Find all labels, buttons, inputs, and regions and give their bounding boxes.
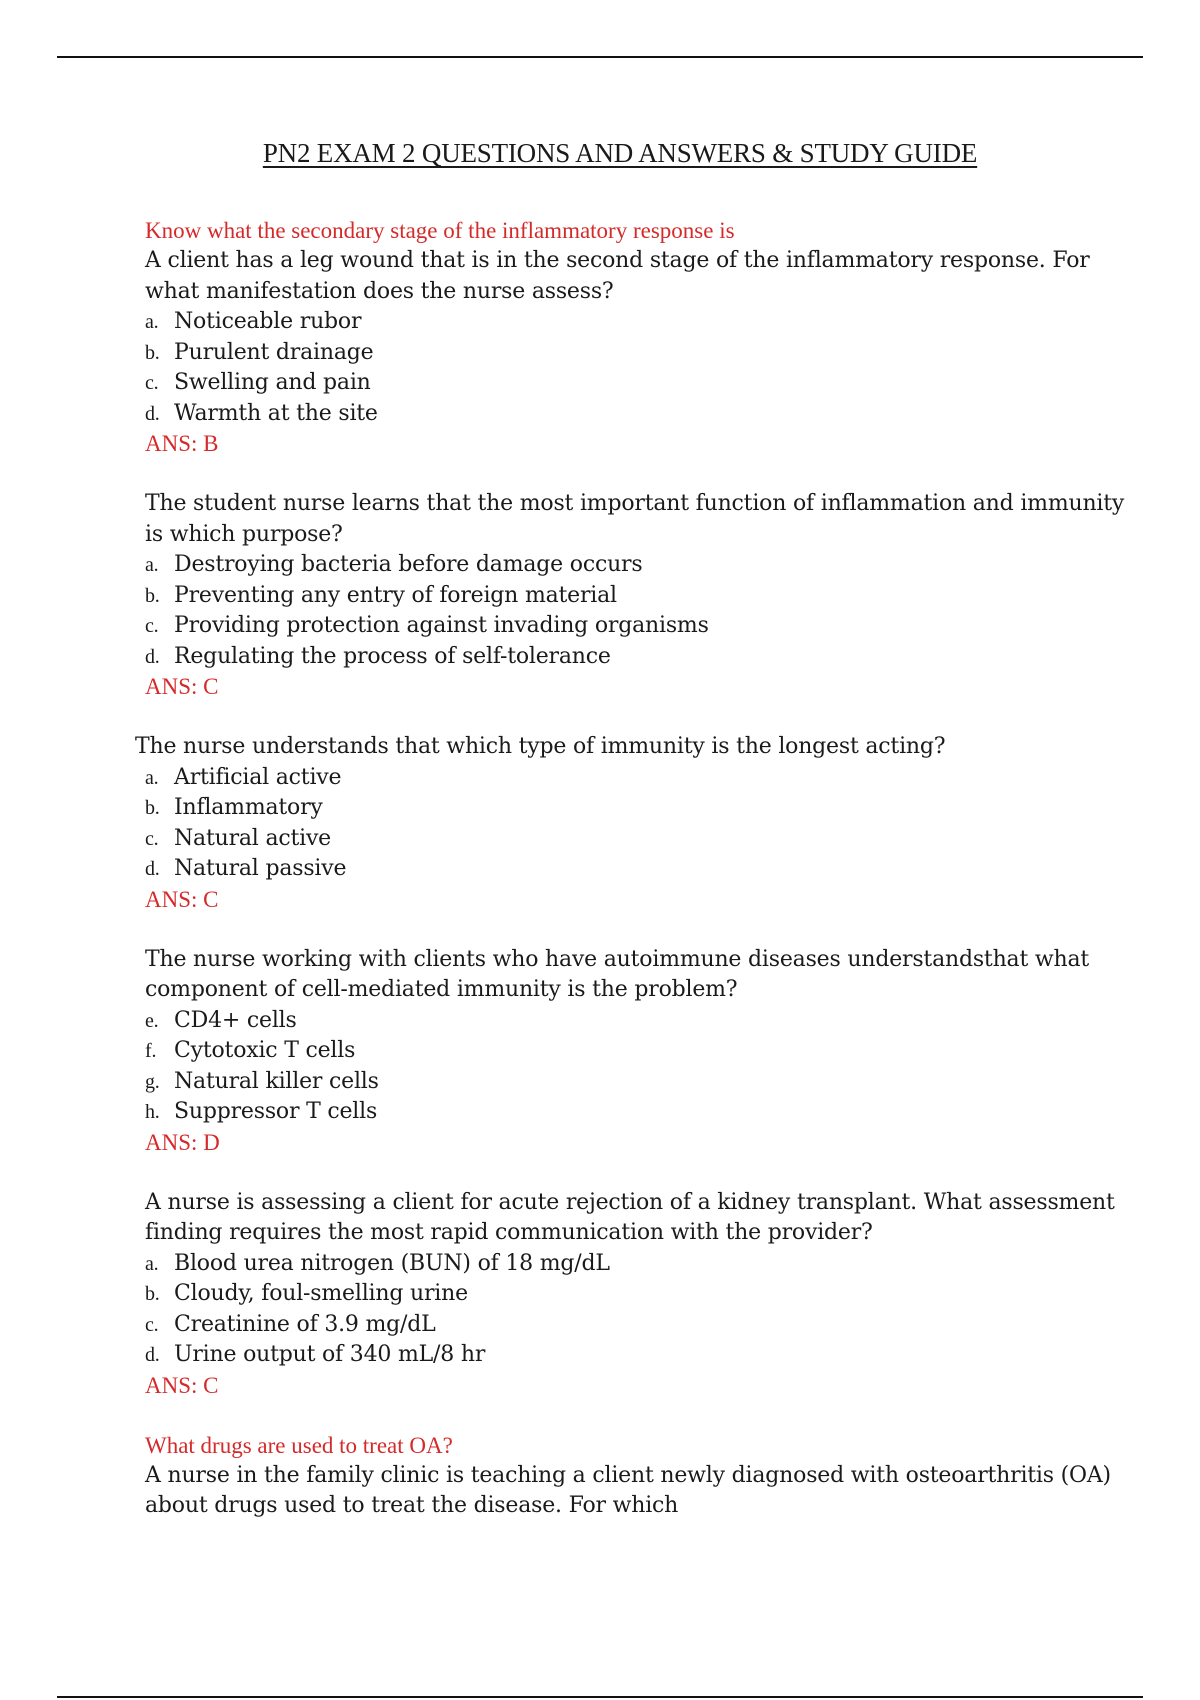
top-rule (57, 56, 1143, 58)
option-letter: a. (145, 766, 159, 789)
option-letter: c. (145, 615, 159, 637)
option-text: Inflammatory (174, 795, 323, 820)
option-text: CD4+ cells (174, 1007, 297, 1033)
option-item (145, 550, 1145, 581)
option-letter: e. (145, 1009, 159, 1032)
option-item (145, 1097, 1145, 1128)
question-list (135, 216, 1145, 1552)
option-text: Purulent drainage (174, 339, 374, 365)
option-text: Noticeable rubor (174, 309, 362, 334)
question-block-2 (145, 489, 1145, 702)
option-text: Blood urea nitrogen (BUN) of 18 mg/dL (174, 1250, 610, 1276)
question-block-3 (135, 732, 1145, 915)
topic-heading: What drugs are used to treat OA? (145, 1432, 453, 1458)
option-list (145, 550, 1145, 672)
option-letter: c. (145, 372, 159, 394)
option-letter: a. (145, 554, 159, 576)
answer-key: ANS: D (145, 1129, 220, 1155)
option-item (145, 793, 1145, 824)
option-letter: c. (145, 827, 159, 850)
option-list (135, 763, 1145, 885)
answer-key: ANS: C (145, 1372, 219, 1398)
option-letter: d. (145, 645, 160, 668)
option-text: Natural active (174, 825, 332, 851)
answer-key: ANS: C (145, 886, 219, 912)
question-stem: The nurse working with clients who have autoimmune diseases understandsthat what component of cell-mediated immunity is the problem? (145, 946, 1090, 1002)
option-item (145, 399, 1145, 430)
option-text: Suppressor T cells (174, 1099, 378, 1124)
option-letter: a. (145, 311, 159, 333)
option-item (145, 581, 1145, 612)
option-text: Providing protection against invading organisms (174, 613, 709, 638)
option-letter: b. (145, 1283, 160, 1305)
page-title-text: PN2 EXAM 2 QUESTIONS AND ANSWERS & STUDY GUIDE (262, 138, 978, 168)
option-text: Warmth at the site (174, 400, 378, 426)
option-letter: b. (145, 797, 160, 819)
topic-heading: Know what the secondary stage of the inflammatory response is (145, 218, 735, 243)
question-block-1 (145, 216, 1145, 459)
option-item (145, 854, 1145, 885)
option-text: Creatinine of 3.9 mg/dL (174, 1311, 436, 1337)
option-list (145, 1249, 1145, 1371)
question-stem: The nurse understands that which type of immunity is the longest acting? (135, 734, 946, 759)
option-letter: b. (145, 341, 160, 364)
bottom-rule (57, 1696, 1143, 1698)
option-text: Natural passive (174, 856, 347, 881)
option-text: Cloudy, foul-smelling urine (174, 1281, 468, 1306)
option-item (145, 611, 1145, 642)
option-letter: a. (145, 1252, 159, 1275)
option-text: Swelling and pain (174, 370, 371, 395)
option-letter: g. (145, 1070, 160, 1093)
option-item (145, 307, 1145, 338)
option-item (145, 368, 1145, 399)
option-letter: d. (145, 402, 160, 425)
option-item (145, 338, 1145, 369)
option-text: Urine output of 340 mL/8 hr (174, 1342, 486, 1367)
option-item (145, 824, 1145, 855)
option-letter: f. (145, 1040, 157, 1062)
question-block-6 (145, 1431, 1145, 1522)
option-item (145, 1310, 1145, 1341)
question-stem: A nurse is assessing a client for acute rejection of a kidney transplant. What assessment finding requires the most rapid communication with the provider? (145, 1189, 1115, 1245)
answer-key: ANS: C (145, 674, 219, 699)
question-stem: The student nurse learns that the most important function of inflammation and immunity is which purpose? (145, 491, 1125, 547)
option-item (145, 1036, 1145, 1067)
option-text: Natural killer cells (174, 1068, 379, 1094)
option-item (145, 642, 1145, 673)
option-text: Destroying bacteria before damage occurs (174, 552, 643, 577)
option-item (145, 1249, 1145, 1280)
option-letter: d. (145, 858, 160, 880)
page-title (0, 138, 1200, 169)
option-letter: d. (145, 1344, 160, 1366)
option-item (145, 1006, 1145, 1037)
question-stem: A nurse in the family clinic is teaching a client newly diagnosed with osteoarthritis (OA) about drugs used to treat the disease. For which (145, 1462, 1111, 1518)
option-letter: b. (145, 584, 160, 607)
option-item (145, 1067, 1145, 1098)
answer-key: ANS: B (145, 431, 219, 456)
option-text: Cytotoxic T cells (174, 1038, 356, 1063)
option-list (145, 1006, 1145, 1128)
option-text: Regulating the process of self-tolerance (174, 643, 611, 669)
option-item (145, 1279, 1145, 1310)
question-block-4 (145, 945, 1145, 1158)
question-block-5 (145, 1188, 1145, 1401)
question-stem: A client has a leg wound that is in the second stage of the inflammatory response. For what manifestation does the nurse assess? (145, 248, 1090, 304)
option-text: Artificial active (174, 764, 342, 790)
option-item (145, 1340, 1145, 1371)
option-letter: c. (145, 1313, 159, 1336)
option-letter: h. (145, 1101, 160, 1123)
option-list (145, 307, 1145, 429)
option-item (145, 763, 1145, 794)
option-text: Preventing any entry of foreign material (174, 582, 617, 608)
